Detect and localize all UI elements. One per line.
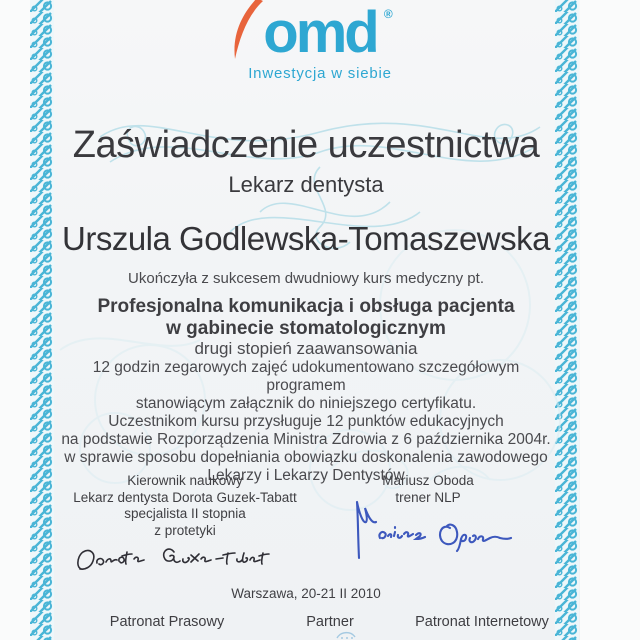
signer-title-left-2: z protetyki — [154, 522, 216, 538]
certificate-title: Zaświadczenie uczestnictwa — [72, 124, 540, 166]
signature-block-left — [65, 473, 305, 539]
course-details-line: stanowiącym załącznik do niniejszego certyfikatu. — [135, 395, 477, 412]
course-details-line: w sprawie sposobu dopełniania obowiązku doskonalenia zawodowego — [64, 449, 548, 466]
logo-tagline: Inwestycja w siebie — [248, 65, 392, 82]
signature-handwriting-left — [70, 533, 310, 585]
logo-wordmark-row — [263, 0, 393, 65]
course-title-line1: Profesjonalna komunikacja i obsługa pacjenta — [97, 296, 515, 317]
signer-title-right: trener NLP — [395, 489, 461, 505]
course-details — [56, 359, 556, 485]
footer-label-press-patronage: Patronat Prasowy — [109, 614, 225, 630]
logo-wordmark: omd — [263, 0, 377, 65]
registered-trademark-symbol: ® — [383, 7, 393, 21]
omd-logo — [0, 0, 640, 82]
partner-logo-fragment — [335, 629, 357, 640]
course-details-line: Lekarzy i Lekarzy Dentystów — [207, 467, 405, 484]
course-details-line: na podstawie Rozporządzenia Ministra Zdrowia z 6 października 2004r. — [61, 431, 551, 448]
completion-line: Ukończyła z sukcesem dwudniowy kurs medyczny pt. — [128, 270, 484, 287]
date-place-line: Warszawa, 20-21 II 2010 — [231, 586, 381, 601]
signature-handwriting-right — [345, 496, 525, 564]
course-details-line: Uczestnikom kursu przysługuje 12 punktów edukacyjnych — [108, 413, 504, 430]
course-title — [56, 296, 556, 340]
certificate-subtitle: Lekarz dentysta — [228, 172, 384, 197]
recipient-name: Urszula Godlewska-Tomaszewska — [62, 220, 550, 257]
course-title-line2: w gabinecie stomatologicznym — [166, 318, 446, 339]
course-details-line: 12 godzin zegarowych zajęć udokumentowano szczegółowym programem — [92, 359, 520, 394]
signer-title-left: specjalista II stopnia — [124, 506, 246, 521]
signer-name-right: Mariusz Oboda — [382, 473, 474, 488]
course-level: drugi stopień zaawansowania — [194, 339, 418, 358]
footer-label-internet-patronage: Patronat Internetowy — [415, 614, 549, 630]
signer-name-left: Lekarz dentysta Dorota Guzek-Tabatt — [73, 489, 297, 505]
logo-swoosh-icon — [227, 0, 267, 60]
signer-role-left: Kierownik naukowy — [127, 473, 243, 488]
footer-label-partner: Partner — [306, 614, 354, 630]
